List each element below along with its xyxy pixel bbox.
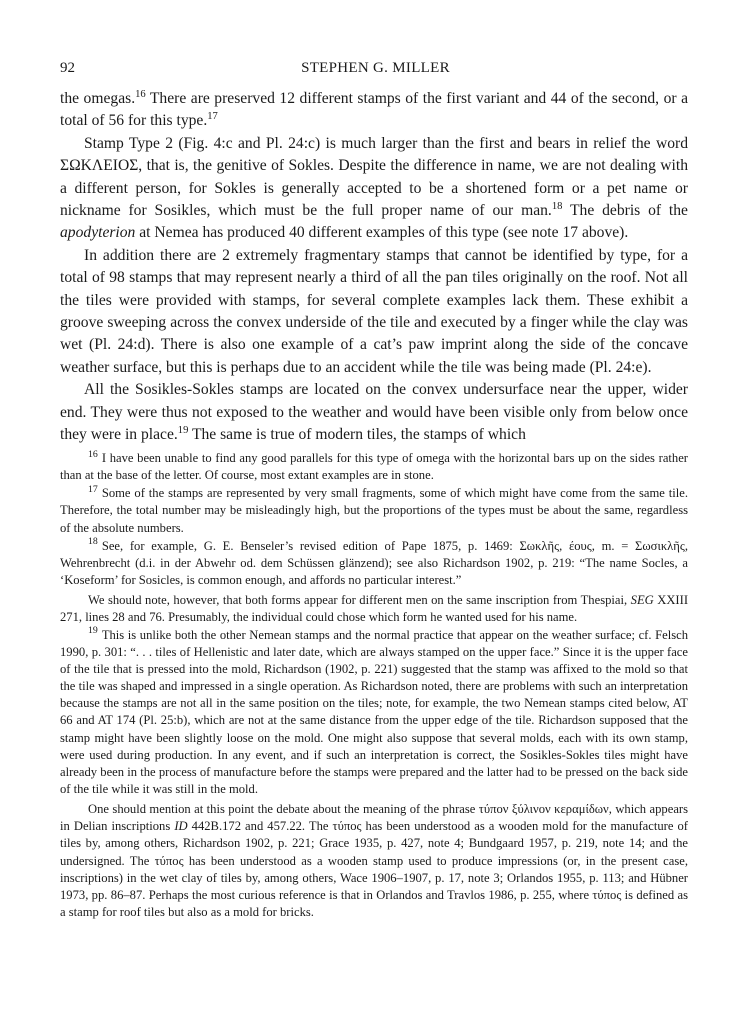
footnotes xyxy=(60,450,688,921)
footnote-ref-18: 18 xyxy=(551,201,563,213)
footnote-italic-term: ID xyxy=(174,819,188,834)
footnote-18 xyxy=(60,538,688,589)
footnote-number: 18 xyxy=(88,536,98,548)
paragraph-4-text-a: All the Sosikles-Sokles stamps are located on the convex undersurface near the upper, wider end. They were thus not exposed to the weather and would have been visible only from below once they were in place. xyxy=(60,381,688,444)
paragraph-2 xyxy=(60,133,688,245)
footnote-19 xyxy=(60,627,688,799)
paragraph-2-text-b: The debris of the xyxy=(562,202,688,220)
footnote-text: One should mention at this point the debate about the meaning of the phrase τύπον ξύλινον κεραμίδων, which appears in Delian inscriptions xyxy=(60,802,688,834)
paragraph-2-italic-term: apodyterion xyxy=(60,224,136,242)
footnote-ref-17: 17 xyxy=(207,111,218,123)
footnote-text: Some of the stamps are represented by very small fragments, some of which might have come from the same tile. Therefore, the total number may be misleadingly high, but the proportions of the types must be about the same, regardless of the absolute numbers. xyxy=(60,486,688,535)
footnote-16 xyxy=(60,450,688,484)
footnote-number: 16 xyxy=(88,448,98,460)
footnote-18-continuation xyxy=(60,592,688,626)
footnote-text: I have been unable to find any good parallels for this type of omega with the horizontal bars up on the sides rather than at the base of the letter. Of course, most extant examples are in stone. xyxy=(60,451,688,483)
footnote-number: 17 xyxy=(88,483,98,495)
paragraph-1-text-a: the omegas. xyxy=(60,90,136,107)
footnote-italic-term: SEG xyxy=(630,593,654,608)
paragraph-3: In addition there are 2 extremely fragmentary stamps that cannot be identified by type, for a total of 98 stamps that may represent nearly a third of all the pan tiles originally on the roof. Not all the tiles were provided with stamps, for several complete examples lack them. These exhibit a groove sweeping across the convex underside of the tile and executed by a finger while the clay was wet (Pl. 24:d). There is also one example of a cat’s paw imprint along the side of the concave weather surface, but this is perhaps due to an accident while the tile was being made (Pl. 24:e). xyxy=(60,246,688,376)
footnote-text: XXIII 271, lines 28 and 76. Presumably, the individual could chose which form he wanted used for his name. xyxy=(60,593,689,625)
paragraph-1 xyxy=(60,88,688,133)
paragraph-4 xyxy=(60,379,688,446)
footnote-17 xyxy=(60,485,688,536)
footnote-text: This is unlike both the other Nemean stamps and the normal practice that appear on the weather surface; cf. Felsch 1990, p. 301: “. . . tiles of Hellenistic and later date, which are always stamped on the upper face.” Since it is the upper face of the tile that is pressed into the mold, Richardson (1902, p. 221) suggested that the stamp was affixed to the mold so that the tile was shaped and impressed in a single operation. As Richardson noted, there are problems with such an interpretation because the stamps are not all in the same position on the tiles; note, for example, the two Nemean stamps cited below, AT 66 and AT 174 (Pl. 25:b), which are not at the same distance from the upper edge of the tile. Richardson supposed that the stamp might have been slightly loose on the mold. One might also suppose that several molds, each with its own stamp, were used during production. In any event, and if such an interpretation is correct, the Sosikles-Sokles tiles might have already been in the process of manufacture before the stamps were prepared and the latter had to be pressed on the back side of the tile while it was still in the mold. xyxy=(60,627,688,796)
footnote-ref-16: 16 xyxy=(135,89,146,101)
paragraph-4-text-b: The same is true of modern tiles, the stamps of which xyxy=(188,426,526,444)
running-title: STEPHEN G. MILLER xyxy=(301,60,450,76)
footnote-number: 19 xyxy=(88,625,98,637)
footnote-text: See, for example, G. E. Benseler’s revised edition of Pape 1875, p. 1469: Σωκλῆς, έους, m. = Σωσικλῆς, Wehrenbrecht (d.i. in der Abwehr od. dem Schüssen glänzend); see also Richardson 1902, p. 219: “The name Socles, a ‘Koseform’ for Sosicles, is common enough, and affords no particular interest.” xyxy=(60,538,688,588)
page-header xyxy=(60,60,691,80)
footnote-ref-19: 19 xyxy=(177,425,189,437)
body-text xyxy=(60,88,688,447)
page-number: 92 xyxy=(60,60,75,76)
footnote-text: We should note, however, that both forms appear for different men on the same inscription from Thespiai, xyxy=(88,593,631,608)
paragraph-2-text-c: at Nemea has produced 40 different examples of this type (see note 17 above). xyxy=(135,224,629,242)
paragraph-2-text-a: Stamp Type 2 (Fig. 4:c and Pl. 24:c) is much larger than the first and bears in relief the word ΣΩΚΛΕΙΟΣ, that is, the genitive of Sokles. Despite the difference in name, we are not dealing with a different person, for Sokles is generally accepted to be a shortened form or a pet name or nickname for Sosikles, which must be the full proper name of our man. xyxy=(60,134,688,220)
paragraph-1-text-b: There are preserved 12 different stamps of the first variant and 44 of the second, or a total of 56 for this type. xyxy=(60,90,689,130)
footnote-19-continuation xyxy=(60,801,688,921)
footnote-text: 442B.172 and 457.22. The τύπος has been understood as a wooden mold for the manufacture of tiles by, among others, Richardson 1902, p. 221; Grace 1935, p. 427, note 4; Bundgaard 1957, p. 219, note 14; and the undersigned. The τύπος has been understood as a wooden stamp used to produce impressions (or, in the present case, inscriptions) in the wet clay of tiles by, among others, Wace 1906–1907, p. 17, note 3; Orlandos 1955, p. 113; and Hübner 1973, pp. 86–87. Perhaps the most curious reference is that in Orlandos and Travlos 1986, p. 255, where τύπος is defined as a stamp for roof tiles but also as a mold for bricks. xyxy=(60,819,688,920)
